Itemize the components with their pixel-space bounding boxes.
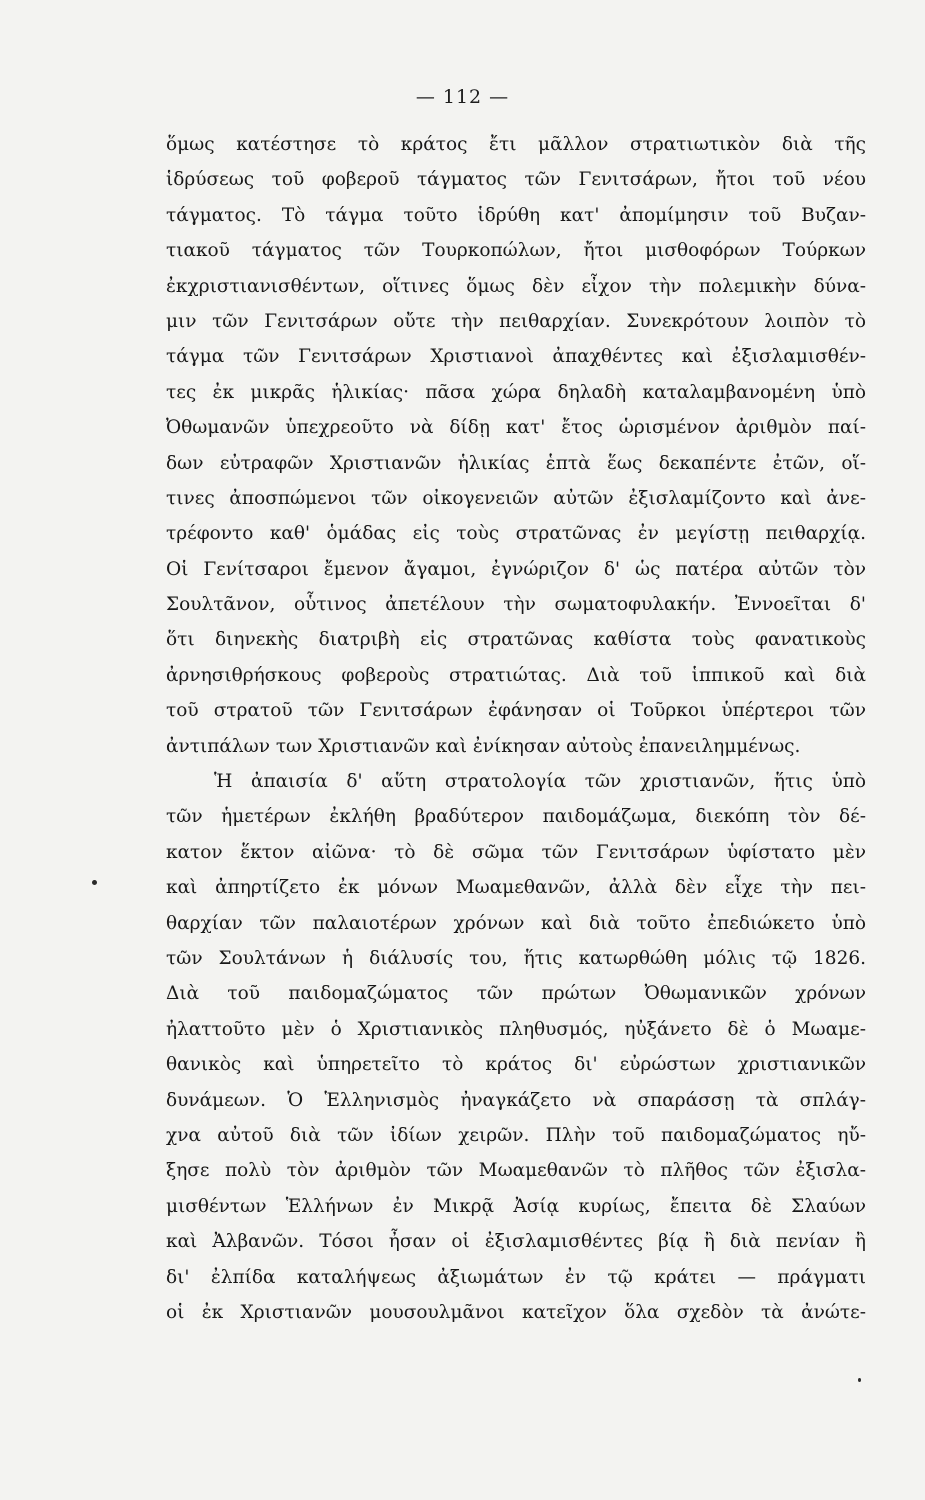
text-line: ὅτι διηνεκὴς διατριβὴ εἰς στρατῶνας καθίστα τοὺς φανατικοὺς [166,629,866,651]
text-line: οἱ ἐκ Χριστιανῶν μουσουλμᾶνοι κατεῖχον ὅλα σχεδὸν τὰ ἀνώτε- [166,1301,866,1323]
text-line: τρέφοντο καθ' ὁμάδας εἰς τοὺς στρατῶνας ἐν μεγίστῃ πειθαρχίᾳ. [166,523,866,545]
text-line: τες ἐκ μικρᾶς ἡλικίας· πᾶσα χώρα δηλαδὴ καταλαμβανομένη ὑπὸ [166,381,866,403]
text-line: ἐκχριστιανισθέντων, οἵτινες ὅμως δὲν εἶχον τὴν πολεμικὴν δύνα- [166,275,866,297]
text-line: Ἡ ἀπαισία δ' αὕτη στρατολογία τῶν χριστιανῶν, ἥτις ὑπὸ [214,771,866,793]
body-text [166,127,866,1330]
text-line: τάγμα τῶν Γενιτσάρων Χριστιανοὶ ἀπαχθέντες καὶ ἐξισλαμισθέν- [166,346,866,368]
text-line: χνα αὐτοῦ διὰ τῶν ἰδίων χειρῶν. Πλὴν τοῦ παιδομαζώματος ηὔ- [166,1124,866,1146]
text-line: τῶν Σουλτάνων ἡ διάλυσίς του, ἥτις κατωρθώθη μόλις τῷ 1826. [166,947,866,969]
text-line: Σουλτᾶνον, οὗτινος ἀπετέλουν τὴν σωματοφυλακήν. Ἐννοεῖται δ' [166,594,866,616]
text-line: θανικὸς καὶ ὑπηρετεῖτο τὸ κράτος δι' εὐρώστων χριστιανικῶν [166,1054,866,1076]
text-line: τιακοῦ τάγματος τῶν Τουρκοπώλων, ἤτοι μισθοφόρων Τούρκων [166,240,866,262]
text-line: τῶν ἡμετέρων ἐκλήθη βραδύτερον παιδομάζωμα, διεκόπη τὸν δέ- [166,806,866,828]
text-line: κατον ἕκτον αἰῶνα· τὸ δὲ σῶμα τῶν Γενιτσάρων ὑφίστατο μὲν [166,841,866,863]
text-line: Διὰ τοῦ παιδομαζώματος τῶν πρώτων Ὀθωμανικῶν χρόνων [166,983,866,1005]
text-line: μισθέντων Ἑλλήνων ἐν Μικρᾷ Ἀσίᾳ κυρίως, ἔπειτα δὲ Σλαύων [166,1195,866,1217]
text-line: Οἱ Γενίτσαροι ἔμενον ἄγαμοι, ἐγνώριζον δ' ὡς πατέρα αὐτῶν τὸν [166,558,866,580]
text-line: δων εὐτραφῶν Χριστιανῶν ἡλικίας ἑπτὰ ἕως δεκαπέντε ἐτῶν, οἵ- [166,452,866,474]
text-line: ὅμως κατέστησε τὸ κράτος ἔτι μᾶλλον στρατιωτικὸν διὰ τῆς [166,134,866,155]
text-line: ἱδρύσεως τοῦ φοβεροῦ τάγματος τῶν Γενιτσάρων, ἤτοι τοῦ νέου [166,169,866,191]
text-line: τινες ἀποσπώμενοι τῶν οἰκογενειῶν αὐτῶν ἐξισλαμίζοντο καὶ ἀνε- [166,487,866,509]
text-line: ἠλαττοῦτο μὲν ὁ Χριστιανικὸς πληθυσμός, ηὐξάνετο δὲ ὁ Μωαμε- [166,1018,866,1040]
text-line: δι' ἐλπίδα καταλήψεως ἀξιωμάτων ἐν τῷ κράτει — πράγματι [166,1266,866,1288]
text-line: ἀρνησιθρήσκους φοβεροὺς στρατιώτας. Διὰ τοῦ ἱππικοῦ καὶ διὰ [166,664,866,686]
text-line: δυνάμεων. Ὁ Ἑλληνισμὸς ἠναγκάζετο νὰ σπαράσσῃ τὰ σπλάγ- [166,1089,866,1111]
text-line: τοῦ στρατοῦ τῶν Γενιτσάρων ἐφάνησαν οἱ Τοῦρκοι ὑπέρτεροι τῶν [166,700,866,722]
text-line: Ὀθωμανῶν ὑπεχρεοῦτο νὰ δίδῃ κατ' ἔτος ὡρισμένον ἀριθμὸν παί- [166,417,866,439]
ink-speck [92,880,97,885]
page-number: — 112 — [415,86,510,108]
text-line: τάγματος. Τὸ τάγμα τοῦτο ἱδρύθη κατ' ἀπομίμησιν τοῦ Βυζαν- [166,204,866,226]
text-line: καὶ Ἀλβανῶν. Τόσοι ἦσαν οἱ ἐξισλαμισθέντες βίᾳ ἢ διὰ πενίαν ἢ [166,1231,866,1253]
text-line: ξησε πολὺ τὸν ἀριθμὸν τῶν Μωαμεθανῶν τὸ πλῆθος τῶν ἐξισλα- [166,1160,866,1182]
text-line: καὶ ἀπηρτίζετο ἐκ μόνων Μωαμεθανῶν, ἀλλὰ δὲν εἶχε τὴν πει- [166,877,866,899]
text-line: ἀντιπάλων των Χριστιανῶν καὶ ἐνίκησαν αὐτοὺς ἐπανειλημμένως. [166,735,801,757]
text-line: μιν τῶν Γενιτσάρων οὔτε τὴν πειθαρχίαν. Συνεκρότουν λοιπὸν τὸ [166,310,866,332]
text-line: θαρχίαν τῶν παλαιοτέρων χρόνων καὶ διὰ τοῦτο ἐπεδιώκετο ὑπὸ [166,912,866,934]
ink-speck [858,1378,861,1382]
